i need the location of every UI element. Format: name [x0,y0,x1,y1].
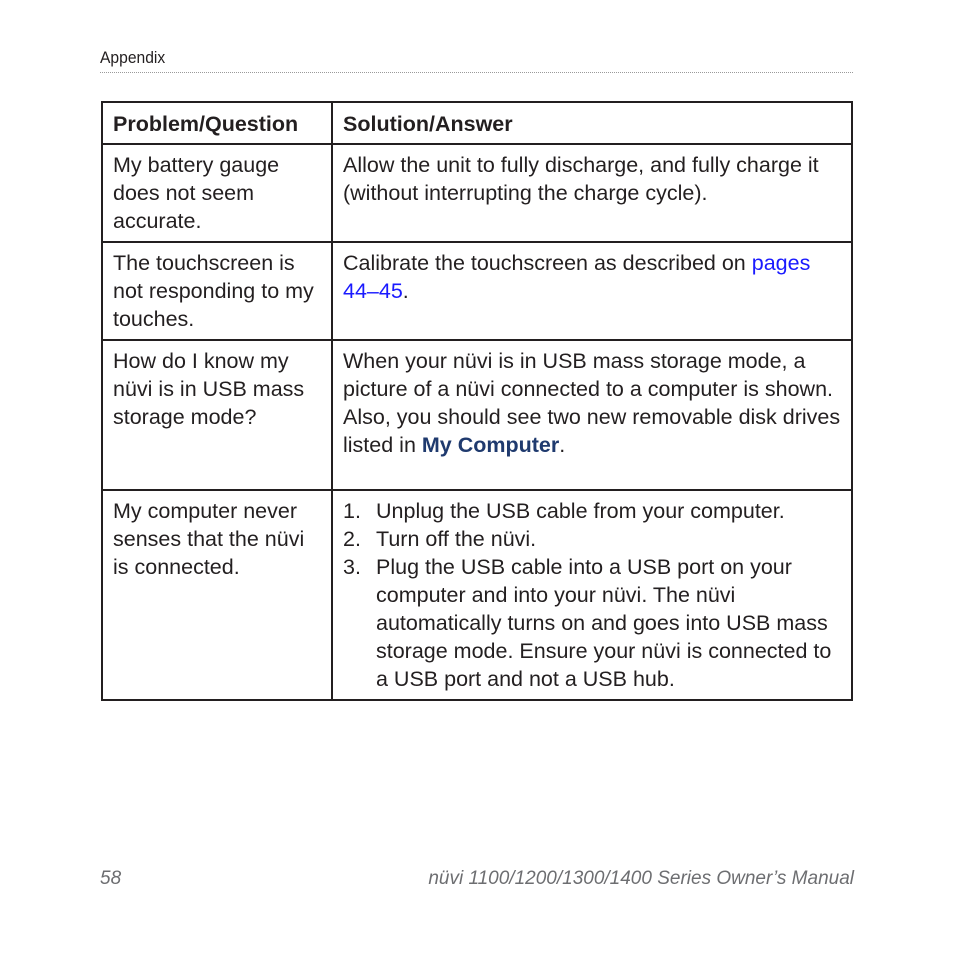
step-text: Turn off the nüvi. [376,527,537,551]
solution-text-prefix: Calibrate the touchscreen as described on [343,251,752,275]
solution-text: Allow the unit to fully discharge, and fully charge it (without interrupting the charge cycle). [343,153,819,205]
table-row [102,144,852,242]
solution-cell [332,490,852,700]
page-number: 58 [100,868,122,889]
table-row [102,242,852,340]
solution-text-suffix: . [559,433,566,457]
step-number: 1. [343,499,361,523]
problem-text: My computer never senses that the nüvi is connected. [113,499,305,579]
manual-title: nüvi 1100/1200/1300/1400 Series Owner’s Manual [428,868,854,889]
solution-text-prefix: When your nüvi is in USB mass storage mode, a picture of a nüvi connected to a computer is shown. Also, you should see two new removable disk drives listed in [343,349,841,457]
solution-cell [332,242,852,340]
solution-steps-list [343,497,841,693]
table-row [102,490,852,700]
problem-cell [102,242,332,340]
list-item [343,553,841,693]
problem-cell [102,490,332,700]
problem-cell [102,340,332,490]
step-number: 3. [343,555,361,579]
list-item [343,497,841,525]
troubleshooting-table [101,101,853,701]
header-divider [100,72,853,73]
problem-text: How do I know my nüvi is in USB mass storage mode? [113,349,305,429]
my-computer-term: My Computer [421,433,560,457]
column-header-problem: Problem/Question [102,102,332,144]
solution-cell [332,144,852,242]
table-header-row [102,102,852,144]
solution-cell [332,340,852,490]
column-header-solution: Solution/Answer [332,102,852,144]
solution-text [343,249,841,305]
solution-text [343,347,841,459]
problem-text: The touchscreen is not responding to my touches. [113,251,314,331]
step-number: 2. [343,527,361,551]
list-item [343,525,841,553]
problem-cell [102,144,332,242]
table-row [102,340,852,490]
section-header: Appendix [100,48,166,67]
solution-text-suffix: . [402,279,409,303]
step-text: Unplug the USB cable from your computer. [376,499,785,523]
page-reference-link[interactable]: pages 44–45 [343,251,811,303]
step-text: Plug the USB cable into a USB port on your computer and into your nüvi. The nüvi automatically turns on and goes into USB mass storage mode. Ensure your nüvi is connected to a USB port and not a USB hub. [376,555,832,691]
problem-text: My battery gauge does not seem accurate. [113,153,280,233]
